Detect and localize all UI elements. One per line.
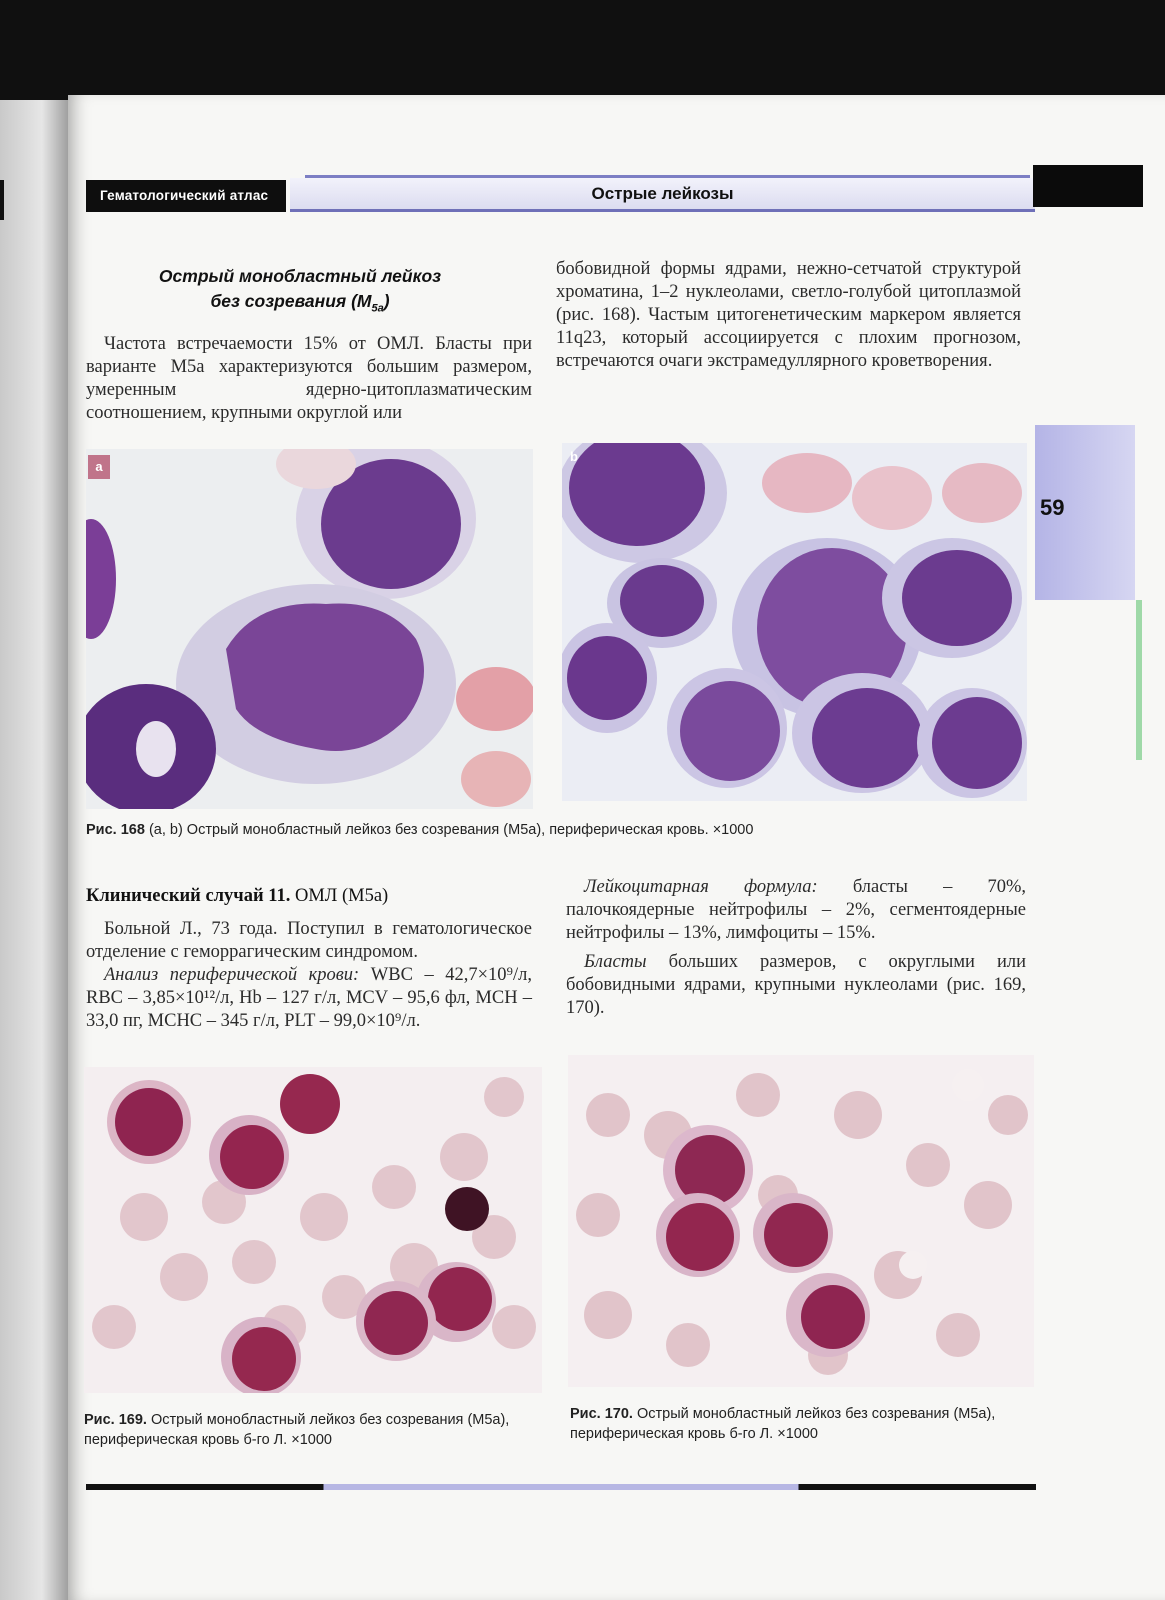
case-intro: Больной Л., 73 года. Поступил в гематологическое отделение с геморрагическим синдромом.	[86, 919, 532, 962]
clinical-case-title: Клинический случай 11. ОМЛ (M5a)	[86, 886, 389, 906]
case-paragraph-left	[86, 918, 532, 1033]
heading-line-2: без созревания $(M_{5a})$	[210, 291, 390, 315]
facing-page-edge	[0, 100, 70, 1600]
micrograph-169	[84, 1067, 542, 1393]
micrograph-168a-drawing	[86, 449, 533, 809]
micrograph-170-drawing	[568, 1055, 1034, 1387]
page-bottom-rule	[86, 1484, 1036, 1490]
micrograph-168a	[86, 449, 533, 809]
intro-paragraph-left: Частота встречаемости 15% от ОМЛ. Бласты при варианте M5a характеризуются большим размером, умеренным ядерно-цитоплазматическим соотношением, крупными округлой или	[86, 334, 532, 423]
atlas-label: Гематологический атлас	[86, 180, 286, 212]
caption-169-text: Острый монобластный лейкоз без созревания (M5a), периферическая кровь б-го Л. ×1000	[84, 1412, 510, 1448]
section-heading	[110, 264, 490, 322]
caption-figure-169	[84, 1410, 546, 1450]
case-blood-analysis: Анализ периферической крови: WBC – 42,7×10⁹/л, RBC – 3,85×10¹²/л, Hb – 127 г/л, MCV – 95,6 фл, MCH – 33,0 пг, MCHC – 345 г/л, PLT – 99,0×10⁹/л.	[86, 965, 532, 1031]
micrograph-168b-drawing	[562, 443, 1027, 801]
case-leukocyte-formula: Лейкоцитарная формула: бласты – 70%, палочкоядерные нейтрофилы – 2%, сегментоядерные нейтрофилы – 13%, лимфоциты – 15%.	[566, 877, 1027, 943]
micrograph-170	[568, 1055, 1034, 1387]
section-title: Острые лейкозы	[591, 184, 734, 203]
micrograph-169-drawing	[84, 1067, 542, 1393]
heading-subscript: 5a	[371, 302, 384, 315]
panel-label-b: b	[570, 449, 578, 464]
caption-168-number: Рис. 168	[86, 822, 145, 838]
case-blasts: Бласты больших размеров, с округлыми или бобовидными ядрами, крупными нуклеолами (рис. 169, 170).	[566, 952, 1026, 1018]
scan-background-top	[0, 0, 1165, 100]
header-rule-bottom	[290, 209, 1035, 212]
header-corner-block	[1033, 165, 1143, 207]
intro-paragraph-right: бобовидной формы ядрами, нежно-сетчатой структурой хроматина, 1–2 нуклеолами, светло-голубой цитоплазмой (рис. 168). Частым цитогенетическим маркером является 11q23, который ассоциируется с плохим прогнозом, встречаются очаги экстрамедуллярного кроветворения.	[556, 259, 1021, 371]
caption-170-text: Острый монобластный лейкоз без созревания (M5a), периферическая кровь б-го Л. ×1000	[570, 1406, 996, 1442]
caption-figure-170	[570, 1404, 1036, 1444]
case-paragraph-right	[566, 876, 1026, 1020]
page-number: 59	[1040, 495, 1065, 520]
panel-label-a: a	[88, 455, 110, 479]
caption-169-number: Рис. 169.	[84, 1412, 147, 1428]
caption-168-text: (a, b) Острый монобластный лейкоз без созревания (M5a), периферическая кровь. ×1000	[148, 822, 754, 838]
micrograph-168b	[562, 443, 1027, 801]
caption-170-number: Рис. 170.	[570, 1406, 633, 1422]
page-edge-mark	[1136, 600, 1142, 760]
facing-page-mark	[0, 180, 4, 220]
caption-figure-168	[86, 820, 1036, 840]
heading-line-1: Острый монобластный лейкоз	[158, 266, 442, 286]
